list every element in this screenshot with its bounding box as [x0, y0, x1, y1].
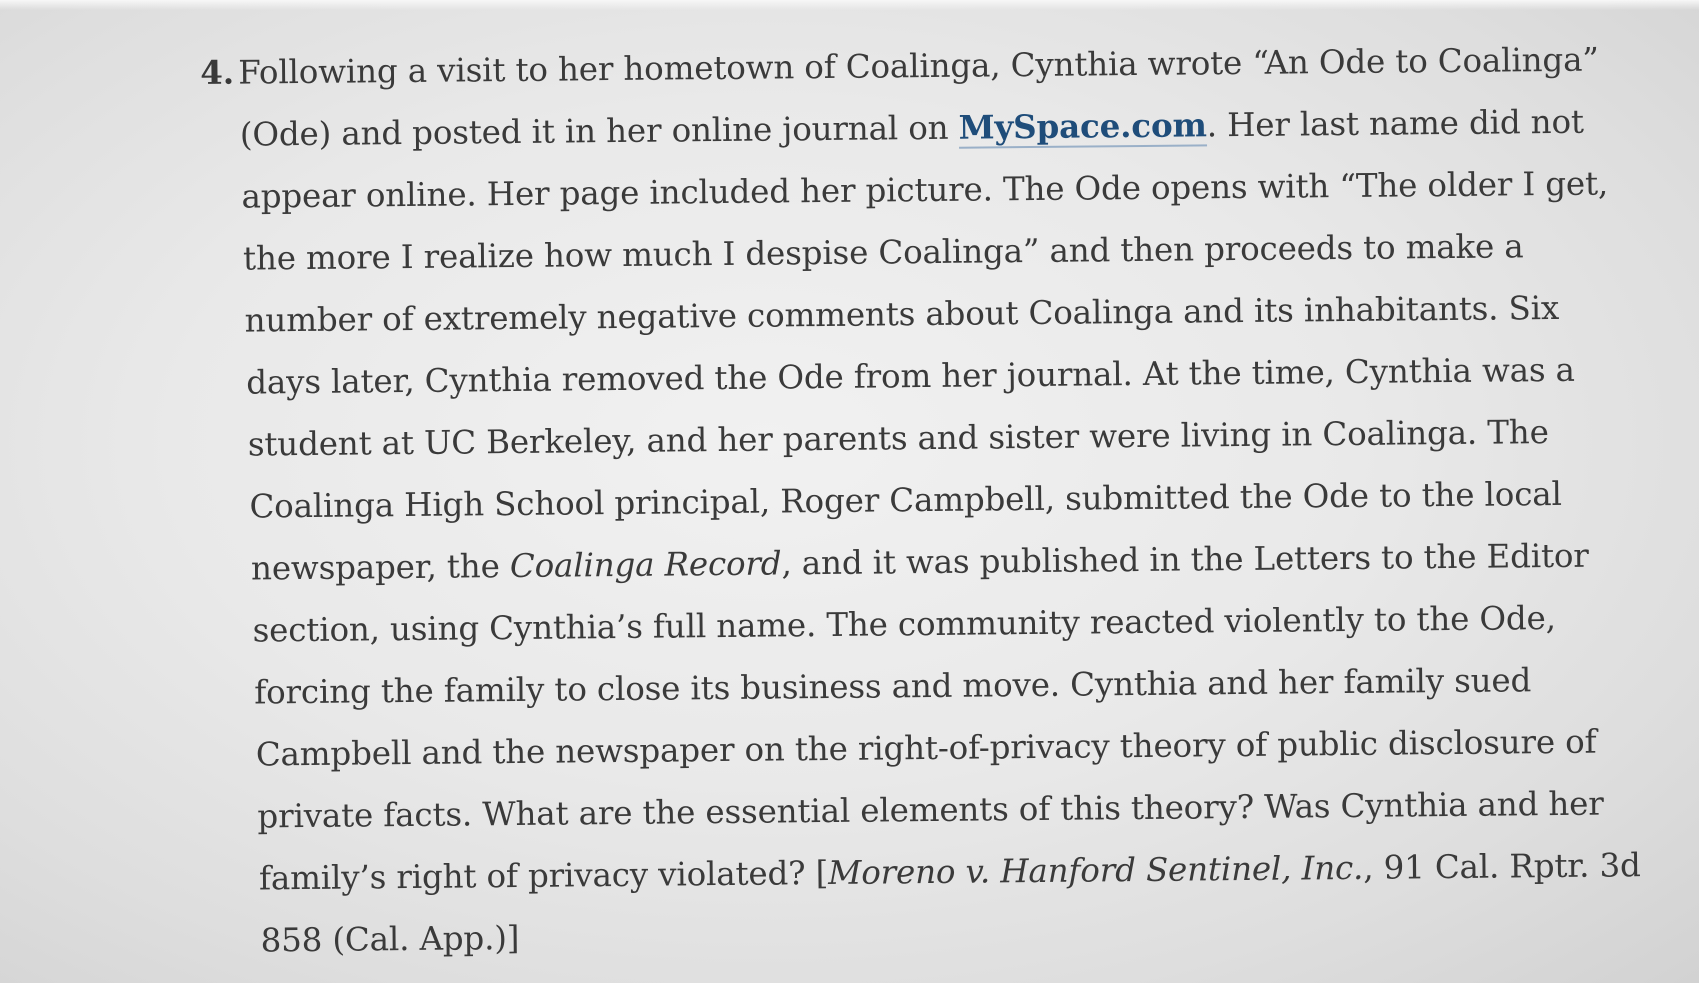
line-text: section, using Cynthia’s full name. The community reacted violently to the Ode, [252, 599, 1557, 650]
line-text: days later, Cynthia removed the Ode from her journal. At the time, Cynthia was a [246, 350, 1575, 402]
page-top-edge [0, 0, 1699, 10]
line-text: . Her last name did not [1206, 102, 1584, 145]
line-text: the more I realize how much I despise Coalinga” and then proceeds to make a [242, 227, 1524, 278]
line-text: newspaper, the [250, 547, 511, 588]
question-number: 4. [200, 52, 235, 92]
line-text: Following a visit to her hometown of Coalinga, Cynthia wrote “An Ode to Coalinga” [238, 40, 1599, 92]
citation: 858 (Cal. App.)] [260, 918, 520, 960]
line-text: private facts. What are the essential elements of this theory? Was Cynthia and her [257, 784, 1604, 836]
line-text: appear online. Her page included her picture. The Ode opens with “The older I get, [241, 164, 1609, 216]
text-line-15 [222, 898, 1503, 972]
case-name: Moreno v. Hanford Sentinel, Inc. [827, 848, 1364, 893]
line-text: , and it was published in the Letters to the Editor [781, 536, 1589, 583]
newspaper-title: Coalinga Record [509, 544, 782, 586]
line-text: forcing the family to close its business and move. Cynthia and her family sued [254, 661, 1532, 712]
line-text: , 91 Cal. Rptr. 3d [1363, 846, 1641, 887]
line-text: number of extremely negative comments about Coalinga and its inhabitants. Six [244, 288, 1560, 340]
line-text: family’s right of privacy violated? [ [258, 854, 829, 898]
question-4 [200, 30, 1641, 972]
line-text: student at UC Berkeley, and her parents and sister were living in Coalinga. The [247, 413, 1549, 464]
line-text: Coalinga High School principal, Roger Campbell, submitted the Ode to the local [249, 474, 1562, 526]
myspace-link[interactable]: MySpace.com [958, 105, 1207, 147]
line-text: Campbell and the newspaper on the right-of-privacy theory of public disclosure of [255, 722, 1597, 774]
line-text: (Ode) and posted it in her online journal on [239, 108, 959, 154]
